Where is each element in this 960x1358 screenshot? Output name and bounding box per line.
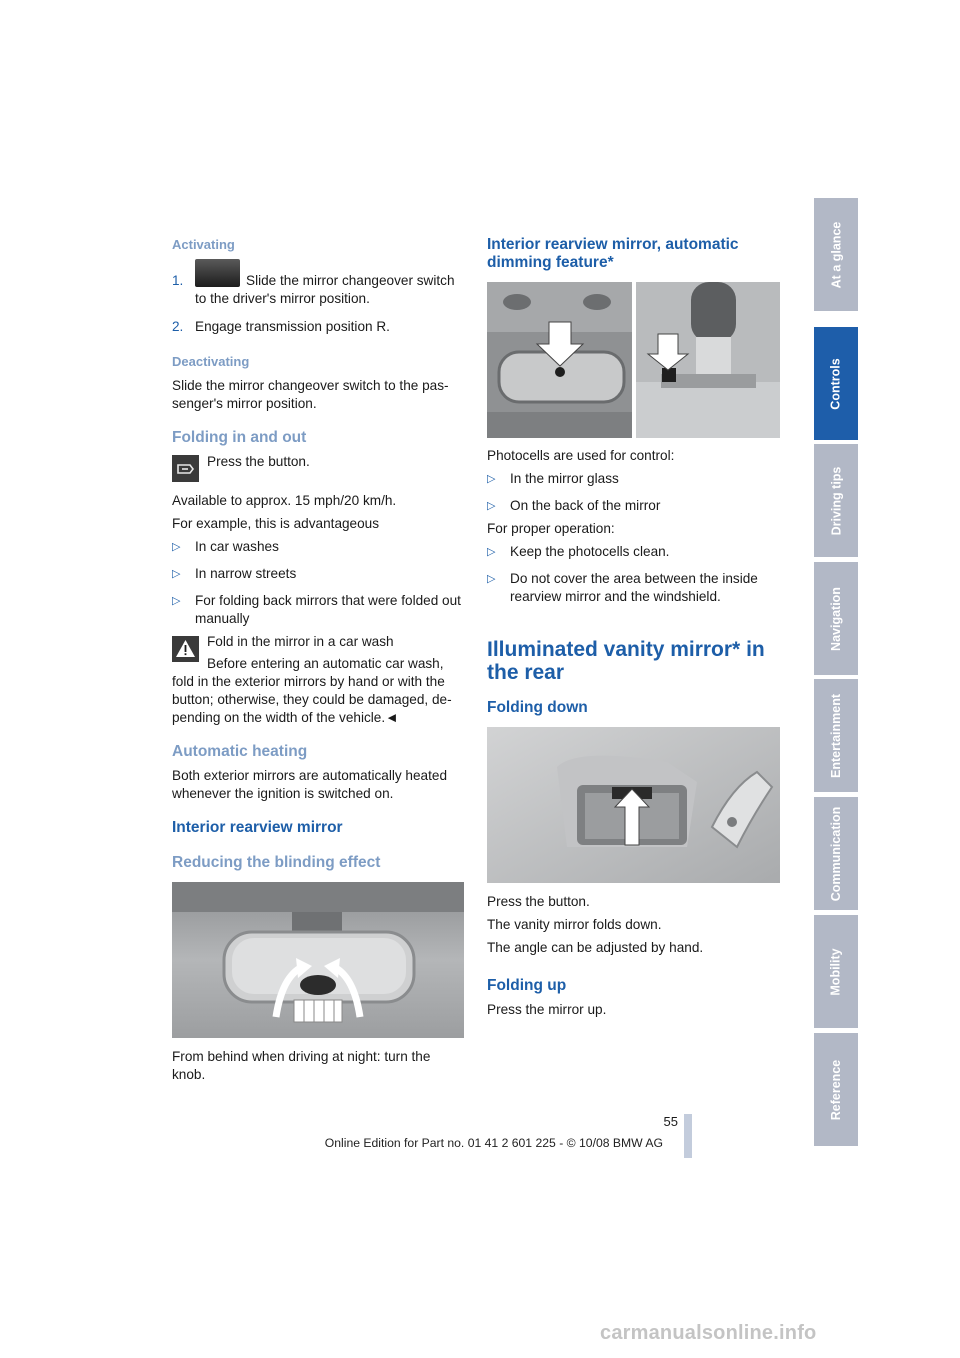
warning-title: Fold in the mirror in a car wash	[207, 634, 394, 649]
tab-entertainment[interactable]: Entertainment	[814, 679, 858, 792]
step-2: 2. Engage transmission position R.	[172, 319, 390, 334]
tab-mobility[interactable]: Mobility	[814, 915, 858, 1028]
mirror-switch-icon	[195, 259, 240, 287]
warning-line-2: fold in the exterior mirrors by hand or with the	[172, 674, 445, 689]
warning-icon	[172, 636, 199, 662]
folding-down-text-3: The angle can be adjusted by hand.	[487, 940, 704, 955]
photocell-front-image	[487, 282, 632, 438]
bullet-icon: ▷	[487, 573, 496, 585]
knob-line-1: From behind when driving at night: turn the	[172, 1049, 431, 1064]
warning-line-4: pending on the width of the vehicle.◄	[172, 710, 399, 725]
activating-heading: Activating	[172, 237, 235, 252]
auto-heating-heading: Automatic heating	[172, 743, 308, 760]
vanity-heading-line-2: the rear	[487, 661, 565, 684]
vanity-mirror-image	[487, 727, 780, 883]
vanity-heading-line-1: Illuminated vanity mirror* in	[487, 638, 765, 661]
deactivating-heading: Deactivating	[172, 354, 250, 369]
list-item: ▷ In car washes	[172, 539, 279, 554]
knob-line-2: knob.	[172, 1067, 206, 1082]
blinding-heading: Reducing the blinding effect	[172, 854, 381, 871]
list-item: ▷ Keep the photocells clean.	[487, 544, 670, 559]
list-item: ▷ In the mirror glass	[487, 471, 619, 486]
folding-down-heading: Folding down	[487, 699, 588, 716]
tab-communication[interactable]: Communication	[814, 797, 858, 910]
page-number: 55	[663, 1114, 678, 1129]
bullet-icon: ▷	[172, 595, 181, 607]
bullet-icon: ▷	[487, 473, 496, 485]
page-marker-bar	[684, 1114, 692, 1158]
list-item: ▷ Do not cover the area between the inside rearview mirror and the windshield.	[487, 571, 758, 604]
dimming-heading-line-2: dimming feature*	[487, 254, 614, 271]
deactivating-line-1: Slide the mirror changeover switch to the pas-	[172, 378, 449, 393]
deactivating-line-2: senger's mirror position.	[172, 396, 317, 411]
folding-down-text-2: The vanity mirror folds down.	[487, 917, 662, 932]
step-2-number: 2.	[172, 319, 184, 334]
tab-reference[interactable]: Reference	[814, 1033, 858, 1146]
warning-line-1: Before entering an automatic car wash,	[207, 656, 444, 671]
tab-navigation[interactable]: Navigation	[814, 562, 858, 675]
list-item: ▷ In narrow streets	[172, 566, 297, 581]
list-item: ▷ For folding back mirrors that were folded out manually	[172, 593, 461, 626]
bullet-icon: ▷	[487, 546, 496, 558]
list-item: ▷ On the back of the mirror	[487, 498, 661, 513]
folding-heading: Folding in and out	[172, 429, 307, 446]
tab-controls[interactable]: Controls	[814, 327, 858, 440]
photocell-back-image	[636, 282, 780, 438]
auto-heating-line-1: Both exterior mirrors are automatically heated	[172, 768, 448, 783]
folding-up-heading: Folding up	[487, 977, 567, 994]
bullet-icon: ▷	[487, 500, 496, 512]
bullet-icon: ▷	[172, 568, 181, 580]
photocells-text: Photocells are used for control:	[487, 448, 675, 463]
dimming-heading-line-1: Interior rearview mirror, automatic	[487, 236, 739, 253]
folding-down-text-1: Press the button.	[487, 894, 590, 909]
warning-line-3: button; otherwise, they could be damaged, de-	[172, 692, 452, 707]
folding-up-text: Press the mirror up.	[487, 1002, 607, 1017]
watermark[interactable]: carmanualsonline.info	[600, 1322, 817, 1344]
rearview-mirror-knob-image	[172, 882, 464, 1038]
mirror-fold-button-icon	[172, 455, 199, 482]
step-1-number: 1.	[172, 273, 184, 288]
tab-at-a-glance[interactable]: At a glance	[814, 198, 858, 311]
auto-heating-line-2: whenever the ignition is switched on.	[172, 786, 394, 801]
tab-driving-tips[interactable]: Driving tips	[814, 444, 858, 557]
step-1: 1. Slide the mirror changeover switch to the driver's mirror position.	[172, 272, 472, 312]
available-text: Available to approx. 15 mph/20 km/h.	[172, 493, 397, 508]
proper-operation-text: For proper operation:	[487, 521, 615, 536]
folding-press-text: Press the button.	[207, 454, 310, 469]
interior-mirror-heading: Interior rearview mirror	[172, 819, 343, 836]
example-text: For example, this is advantageous	[172, 516, 380, 531]
bullet-icon: ▷	[172, 541, 181, 553]
edition-footer: Online Edition for Part no. 01 41 2 601 225 - © 10/08 BMW AG	[324, 1136, 663, 1150]
